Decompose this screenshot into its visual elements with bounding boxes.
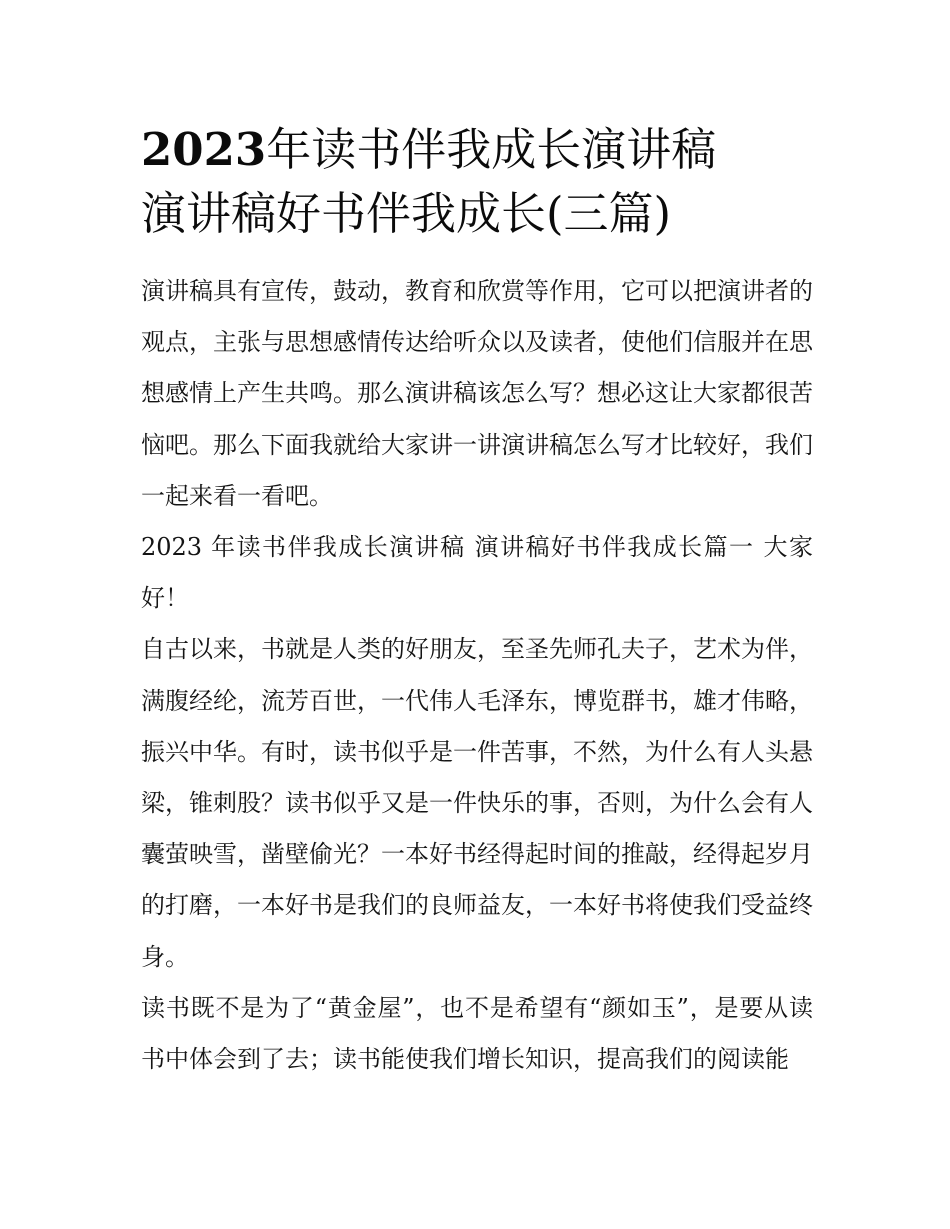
paragraph-body-2: 读书既不是为了“黄金屋”，也不是希望有“颜如玉”，是要从读书中体会到了去；读书能使我们增长知识，提高我们的阅读能 (141, 993, 813, 1074)
title-line-1 (141, 118, 813, 182)
document-body (141, 266, 813, 1085)
document-title (141, 118, 813, 246)
title-year: 2023 (141, 123, 267, 176)
document-content (141, 118, 813, 1085)
title-line-1-text: 年读书伴我成长演讲稿 (266, 123, 717, 176)
paragraph-body-1: 自古以来，书就是人类的好朋友，至圣先师孔夫子，艺术为伴，满腹经纶，流芳百世，一代伟人毛泽东，博览群书，雄才伟略，振兴中华。有时，读书似乎是一件苦事，不然，为什么有人头悬梁，锥刺股？读书似乎又是一件快乐的事，否则，为什么会有人囊萤映雪，凿壁偷光？一本好书经得起时间的推敲，经得起岁月的打磨，一本好书是我们的良师益友，一本好书将使我们受益终身。 (141, 635, 813, 971)
title-line-2: 演讲稿好书伴我成长(三篇) (141, 187, 672, 240)
paragraph-section-heading: 2023 年读书伴我成长演讲稿 演讲稿好书伴我成长篇一 大家好！ (141, 533, 813, 613)
paragraph-intro: 演讲稿具有宣传，鼓动，教育和欣赏等作用，它可以把演讲者的观点，主张与思想感情传达给听众以及读者，使他们信服并在思想感情上产生共鸣。那么演讲稿该怎么写？想必这让大家都很苦恼吧。那么下面我就给大家讲一讲演讲稿怎么写才比较好，我们一起来看一看吧。 (141, 277, 813, 510)
